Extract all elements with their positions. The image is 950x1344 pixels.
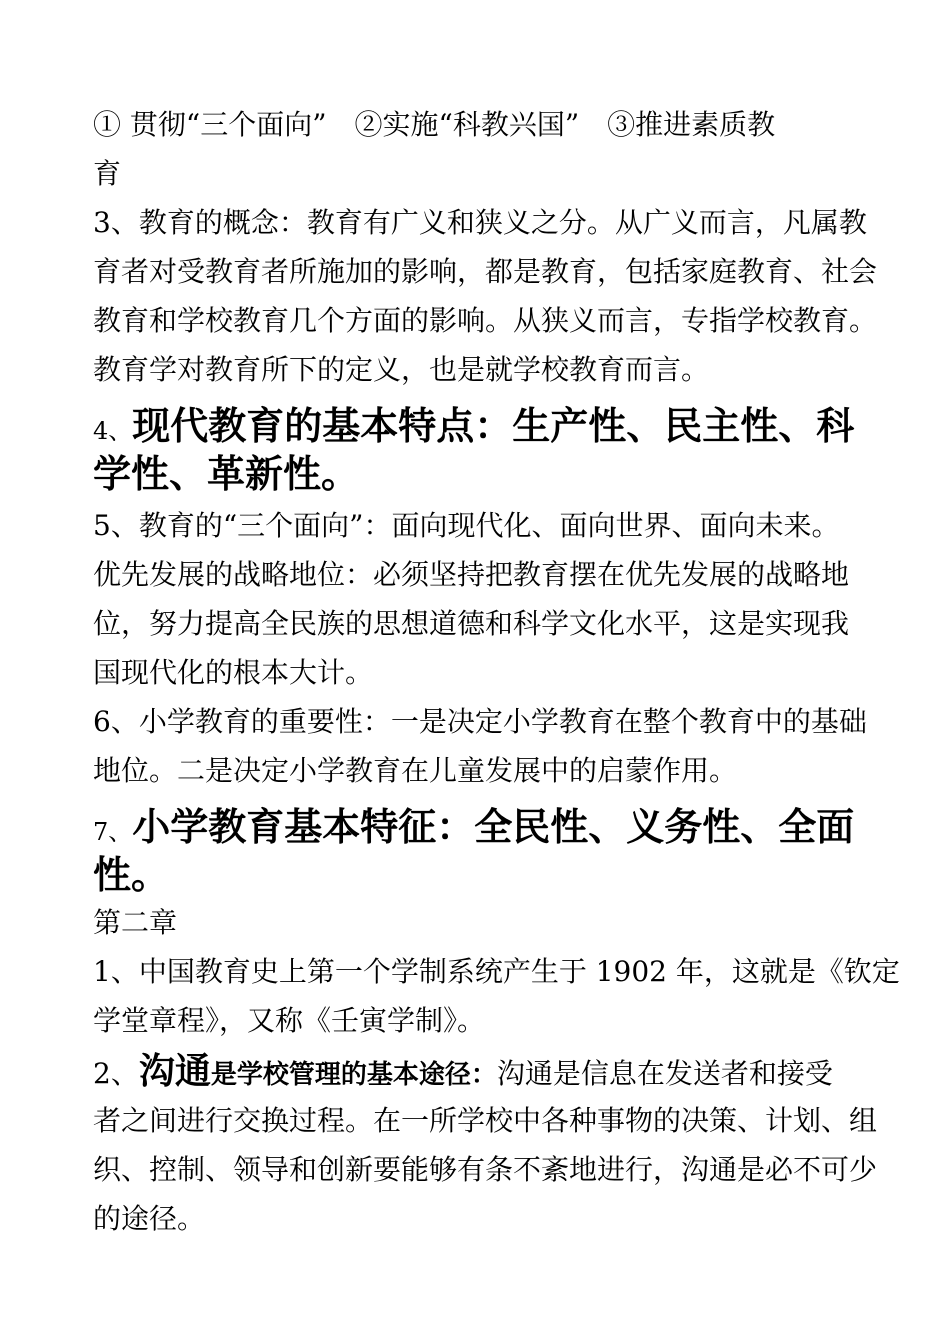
heading-text: 是学校管理的基本途径： bbox=[210, 1060, 497, 1090]
text-line: 的途径。 bbox=[93, 1202, 206, 1235]
text-line-priority: 优先发展的战略地位：必须坚持把教育摆在优先发展的战略地 bbox=[93, 558, 850, 591]
text-line: 教育和学校教育几个方面的影响。从狭义而言，专指学校教育。 bbox=[93, 304, 878, 337]
text-line-communication bbox=[93, 1051, 862, 1093]
text-line-three-orientations: 5、教育的“三个面向”：面向现代化、面向世界、面向未来。 bbox=[93, 509, 840, 542]
text-line: 位，努力提高全民族的思想道德和科学文化水平，这是实现我 bbox=[93, 607, 850, 640]
heading-modern-education-features-cont: 学性、革新性。 bbox=[93, 452, 360, 496]
text-line: 者之间进行交换过程。在一所学校中各种事物的决策、计划、组 bbox=[93, 1104, 878, 1137]
heading-modern-education-features bbox=[93, 403, 862, 454]
body-text: 沟通是信息在发送者和接受 bbox=[496, 1057, 833, 1090]
heading-primary-education-features bbox=[93, 804, 862, 855]
item-number: 4、 bbox=[93, 417, 133, 445]
text-line: 国现代化的根本大计。 bbox=[93, 656, 374, 689]
text-line: 地位。二是决定小学教育在儿童发展中的启蒙作用。 bbox=[93, 754, 738, 787]
heading-text: 现代教育的基本特点：生产性、民主性、科 bbox=[132, 404, 855, 448]
text-line-goals: ① 贯彻“三个面向” ②实施“科教兴国” ③推进素质教 bbox=[93, 108, 776, 141]
heading-primary-education-features-cont: 性。 bbox=[93, 853, 170, 897]
text-line-school-system: 1、中国教育史上第一个学制系统产生于 1902 年，这就是《钦定 bbox=[93, 955, 900, 988]
text-line: 学堂章程》，又称《壬寅学制》。 bbox=[93, 1004, 486, 1037]
item-number: 2、 bbox=[93, 1057, 139, 1090]
heading-text: 小学教育基本特征：全民性、义务性、全面 bbox=[132, 805, 855, 849]
keyword-communication: 沟通 bbox=[138, 1051, 211, 1092]
text-line: 织、控制、领导和创新要能够有条不紊地进行，沟通是必不可少 bbox=[93, 1153, 878, 1186]
item-number: 7、 bbox=[93, 818, 133, 846]
text-line: 育者对受教育者所施加的影响，都是教育，包括家庭教育、社会 bbox=[93, 255, 878, 288]
chapter-title: 第二章 bbox=[93, 906, 178, 939]
text-line-goals-cont: 育 bbox=[93, 157, 122, 190]
text-line-concept: 3、教育的概念：教育有广义和狭义之分。从广义而言，凡属教 bbox=[93, 206, 867, 239]
text-line: 教育学对教育所下的定义，也是就学校教育而言。 bbox=[93, 353, 710, 386]
text-line-importance: 6、小学教育的重要性：一是决定小学教育在整个教育中的基础 bbox=[93, 705, 867, 738]
